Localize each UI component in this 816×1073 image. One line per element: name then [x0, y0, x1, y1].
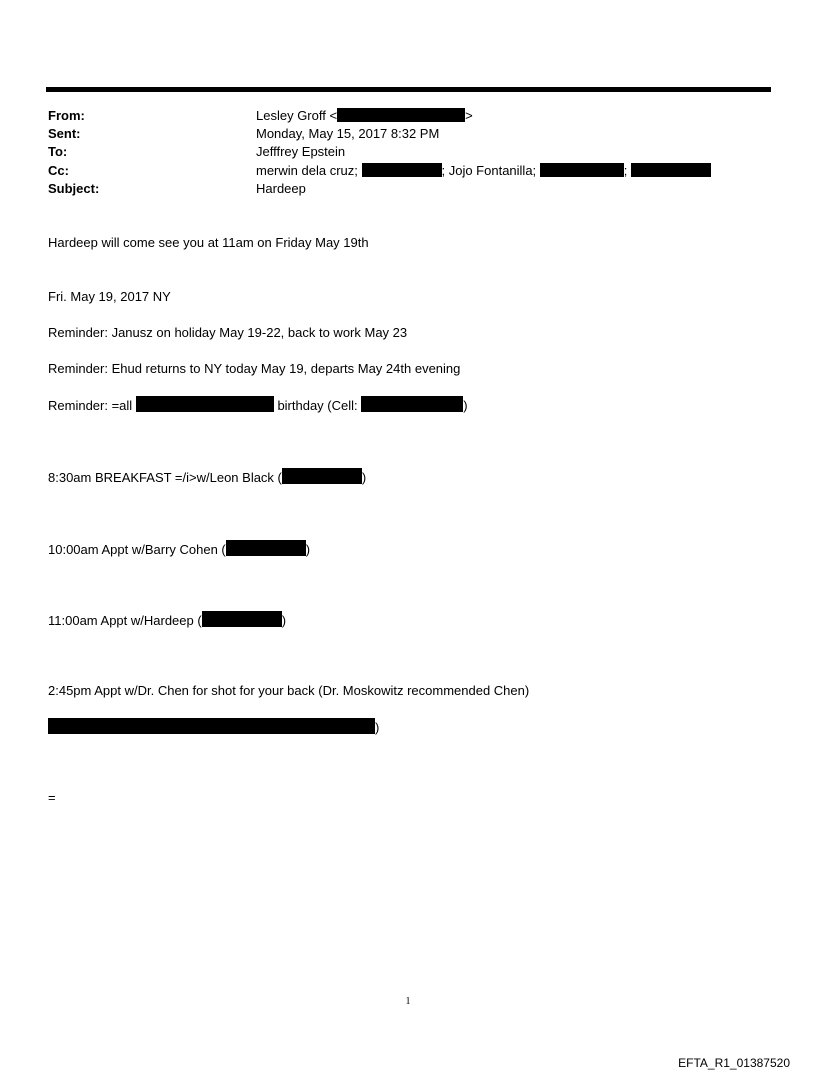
- redaction-block: [136, 396, 274, 412]
- reminder-birthday-mid: birthday (Cell:: [277, 398, 358, 413]
- equals-line: =: [48, 790, 56, 805]
- from-value: [256, 107, 473, 125]
- redacted-line: [48, 718, 379, 736]
- from-label: From:: [48, 108, 85, 123]
- redaction-block: [226, 540, 306, 556]
- redaction-block: [282, 468, 362, 484]
- to-value: Jefffrey Epstein: [256, 144, 346, 160]
- redaction-block: [337, 108, 465, 122]
- subject-value: Hardeep: [256, 180, 306, 196]
- redaction-block: [202, 611, 282, 627]
- cc-name-2: ; Jojo Fontanilla;: [441, 162, 537, 178]
- redaction-block: [540, 163, 624, 177]
- appt-barry-text: 10:00am Appt w/Barry Cohen (: [48, 542, 226, 557]
- sent-value: Monday, May 15, 2017 8:32 PM: [256, 126, 440, 142]
- appt-barry-suffix: ): [305, 542, 311, 557]
- from-name: Lesley Groff <: [256, 108, 338, 123]
- cc-row: [48, 162, 711, 180]
- sent-label: Sent:: [48, 126, 81, 142]
- subject-label: Subject:: [48, 180, 100, 196]
- reminder-birthday-suffix: ): [463, 398, 468, 413]
- breakfast-text: 8:30am BREAKFAST =/i>w/Leon Black (: [48, 470, 282, 485]
- reminder-birthday-prefix: Reminder: =all: [48, 398, 133, 413]
- body-intro: Hardeep will come see you at 11am on Friday May 19th: [48, 235, 369, 250]
- to-row: [48, 143, 711, 161]
- redaction-block: [48, 718, 375, 734]
- redaction-block: [362, 163, 442, 177]
- appt-dr-chen: 2:45pm Appt w/Dr. Chen for shot for your back (Dr. Moskowitz recommended Chen): [48, 683, 530, 698]
- appt-hardeep-text: 11:00am Appt w/Hardeep (: [48, 613, 202, 628]
- to-label: To:: [48, 144, 68, 160]
- reminder-birthday: [48, 396, 468, 414]
- breakfast-suffix: ): [361, 470, 367, 485]
- cc-value: [256, 162, 711, 180]
- email-header: [48, 107, 711, 198]
- from-row: [48, 107, 711, 125]
- header-rule: [46, 87, 771, 92]
- cc-label: Cc:: [48, 162, 69, 178]
- appt-barry-cohen: [48, 540, 310, 558]
- from-suffix: >: [465, 108, 473, 123]
- redaction-block: [631, 163, 711, 177]
- appt-hardeep: [48, 611, 286, 629]
- cc-separator: ;: [623, 162, 628, 178]
- breakfast-line: [48, 468, 366, 486]
- document-id: EFTA_R1_01387520: [678, 1056, 790, 1070]
- redaction-block: [361, 396, 463, 412]
- subject-row: [48, 180, 711, 198]
- cc-name-1: merwin dela cruz;: [256, 162, 358, 178]
- redacted-line-suffix: ): [375, 720, 380, 735]
- appt-hardeep-suffix: ): [281, 613, 287, 628]
- reminder-janusz: Reminder: Janusz on holiday May 19-22, back to work May 23: [48, 325, 408, 340]
- sent-row: [48, 125, 711, 143]
- reminder-ehud: Reminder: Ehud returns to NY today May 19, departs May 24th evening: [48, 361, 461, 376]
- body-date-line: Fri. May 19, 2017 NY: [48, 289, 171, 304]
- page-number: 1: [405, 996, 411, 1007]
